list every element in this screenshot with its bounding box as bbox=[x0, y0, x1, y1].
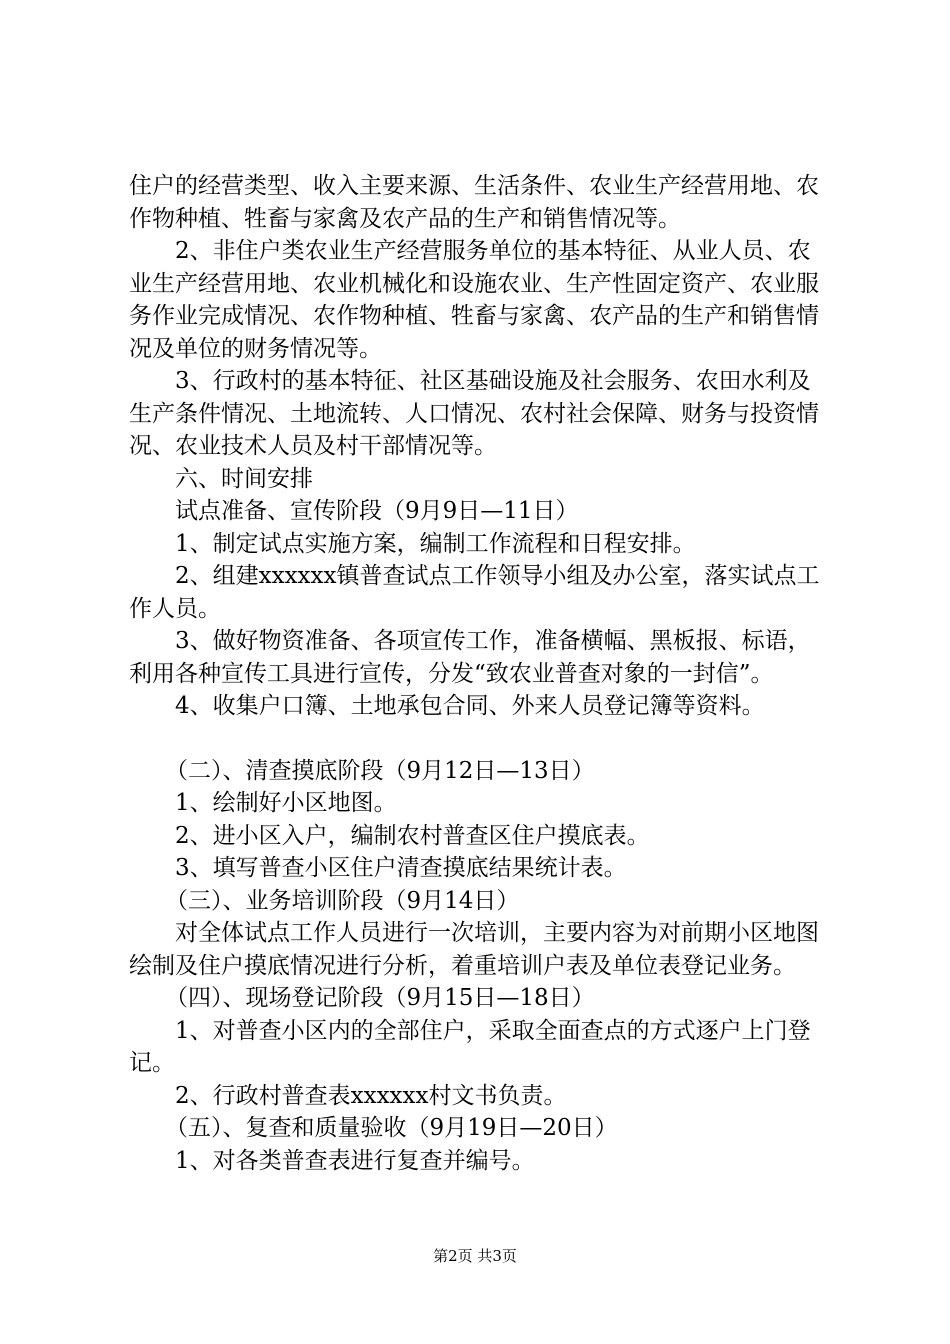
stage-heading-survey: （二）、清查摸底阶段（9月12日—13日） bbox=[165, 757, 595, 784]
list-item-prep-1: 1、制定试点实施方案，编制工作流程和日程安排。 bbox=[175, 530, 696, 557]
page-footer: 第2页 共3页 bbox=[433, 1247, 517, 1265]
list-item-survey-3: 3、填写普查小区住户清查摸底结果统计表。 bbox=[175, 855, 627, 881]
paragraph-item-3-village: 3、行政村的基本特征、社区基础设施及社会服务、农田水利及生产条件情况、土地流转、人口情况、农村社会保障、财务与投资情况、农业技术人员及村干部情况等。 bbox=[129, 368, 819, 459]
section-heading-schedule: 六、时间安排 bbox=[175, 465, 313, 492]
list-item-survey-2: 2、进小区入户，编制农村普查区住户摸底表。 bbox=[175, 822, 650, 849]
list-item-registration-2: 2、行政村普查表xxxxxx村文书负责。 bbox=[175, 1082, 567, 1109]
blank-line bbox=[129, 723, 829, 755]
paragraph-item-2-nonhousehold: 2、非住户类农业生产经营服务单位的基本特征、从业人员、农业生产经营用地、农业机械化和设施农业、生产性固定资产、农业服务作业完成情况、农作物种植、牲畜与家禽、农产品的生产和销售情况及单位的财务情况等。 bbox=[129, 238, 819, 362]
stage-heading-registration: （四）、现场登记阶段（9月15日—18日） bbox=[165, 985, 595, 1011]
list-item-registration-1: 1、对普查小区内的全部住户，采取全面查点的方式逐户上门登记。 bbox=[129, 1017, 811, 1076]
paragraph-training: 对全体试点工作人员进行一次培训，主要内容为对前期小区地图绘制及住户摸底情况进行分析，着重培训户表及单位表登记业务。 bbox=[129, 920, 819, 979]
stage-heading-review: （五）、复查和质量验收（9月19日—20日） bbox=[165, 1115, 618, 1141]
list-item-prep-2: 2、组建xxxxxx镇普查试点工作领导小组及办公室，落实试点工作人员。 bbox=[129, 563, 820, 622]
list-item-review-1: 1、对各类普查表进行复查并编号。 bbox=[175, 1147, 535, 1174]
list-item-prep-4: 4、收集户口簿、土地承包合同、外来人员登记簿等资料。 bbox=[175, 693, 765, 719]
list-item-survey-1: 1、绘制好小区地图。 bbox=[175, 790, 397, 816]
list-item-prep-3: 3、做好物资准备、各项宣传工作，准备横幅、黑板报、标语，利用各种宣传工具进行宣传，分发“致农业普查对象的一封信”。 bbox=[129, 628, 811, 687]
document-body bbox=[129, 170, 829, 1177]
stage-heading-training: （三）、业务培训阶段（9月14日） bbox=[165, 887, 520, 914]
stage-heading-preparation: 试点准备、宣传阶段（9月9日—11日） bbox=[175, 498, 579, 524]
paragraph-household-info: 住户的经营类型、收入主要来源、生活条件、农业生产经营用地、农作物种植、牲畜与家禽及农产品的生产和销售情况等。 bbox=[129, 173, 819, 232]
